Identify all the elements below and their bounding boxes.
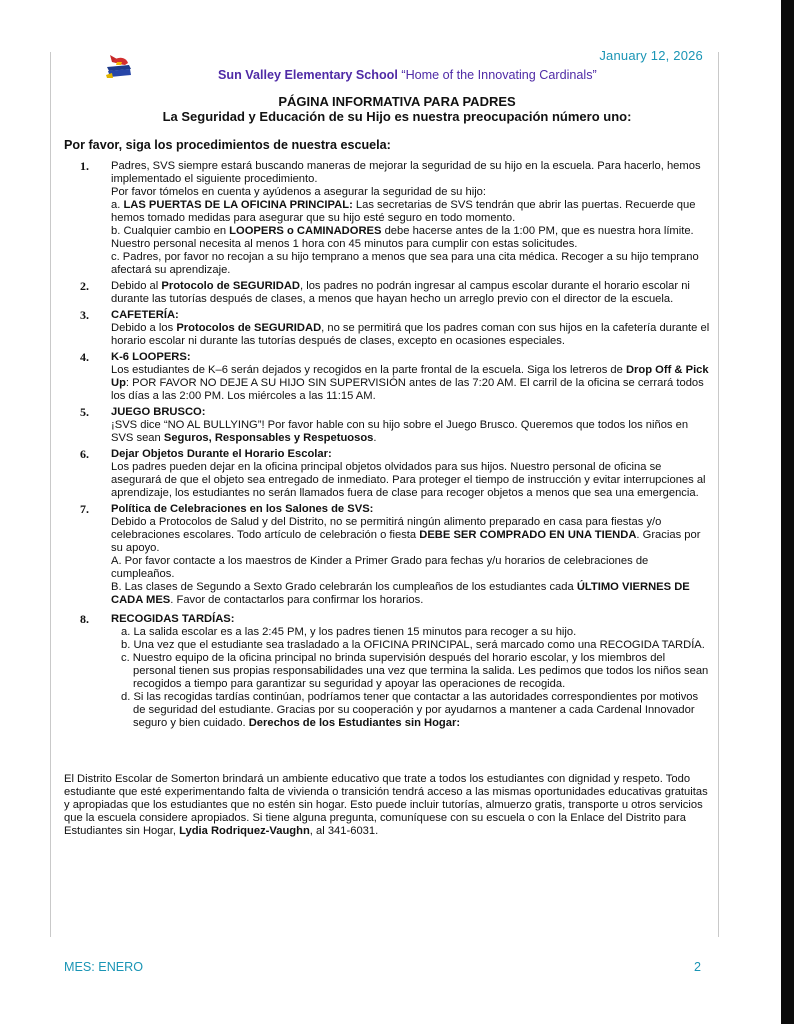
list-item [64, 280, 710, 306]
item-heading: Dejar Objetos Durante el Horario Escolar: [111, 448, 332, 460]
item-text: Debido al Protocolo de SEGURIDAD, los padres no podrán ingresar al campus escolar durante el horario escolar ni durante las tutorías después de clases, a menos que hayan hecho un arreglo previo con el director de la escuela. [111, 280, 690, 305]
item-heading: CAFETERÍA: [111, 309, 179, 321]
item-heading: Política de Celebraciones en los Salones de SVS: [111, 503, 374, 515]
left-margin-line [50, 52, 51, 937]
item-subpoint: b. Una vez que el estudiante sea trasladado a la OFICINA PRINCIPAL, será marcado como una RECOGIDA TARDÍA. [121, 639, 705, 651]
item-heading: K-6 LOOPERS: [111, 351, 191, 363]
item-subpoint: A. Por favor contacte a los maestros de Kinder a Primer Grado para fechas y/u horarios de celebraciones de cumpleaños. [111, 555, 649, 580]
item-number: 2. [80, 279, 89, 293]
page-subtitle: La Seguridad y Educación de su Hijo es nuestra preocupación número uno: [162, 109, 632, 124]
item-text: Los padres pueden dejar en la oficina principal objetos olvidados para sus hijos. Nuestro personal de oficina se asegurará de que el objeto sea entregado de inmediato. Para proteger el tiempo de instrucción y evitar interrupciones al aprendizaje, los estudiantes no serán llamados fuera de clase para recoger objetos a menos que sea una emergencia. [111, 461, 706, 499]
list-item [64, 613, 710, 730]
item-text: Los estudiantes de K–6 serán dejados y recogidos en la parte frontal de la escuela. Siga los letreros de Drop Off & Pick Up: POR FAVOR NO DEJE A SU HIJO SIN SUPERVISIÓN antes de las 7:20 AM. El carril de la oficina se cerrará todos los días a las 2:00 PM. Los miércoles a las 11:15 AM. [111, 364, 709, 402]
school-name: Sun Valley Elementary School [218, 68, 398, 82]
homeless-rights-paragraph [64, 773, 710, 838]
item-number: 3. [80, 308, 89, 322]
item-text: ¡SVS dice “NO AL BULLYING”! Por favor hable con su hijo sobre el Juego Brusco. Queremos que todos los niños en SVS sean Seguros, Responsables y Respetuosos. [111, 419, 689, 444]
list-item [64, 351, 710, 403]
intro-heading: Por favor, siga los procedimientos de nuestra escuela: [64, 138, 391, 152]
item-number: 1. [80, 159, 89, 173]
item-subpoint: a. La salida escolar es a las 2:45 PM, y los padres tienen 15 minutos para recoger a su hijo. [121, 626, 577, 638]
closing-text: El Distrito Escolar de Somerton brindará un ambiente educativo que trate a todos los estudiantes con dignidad y respeto. Todo estudiante que esté experimentando falta de vivienda o transición tendrá acceso a las mismas oportunidades educativas gratuitas y apropiadas que los estudiantes que no estén sin hogar. Esto puede incluir tutorías, almuerzo gratis, transporte u otros servicios que la escuela considere apropiados. Si tiene alguna pregunta, comuníquese con su escuela o con la Enlace del Distrito para Estudiantes sin Hogar, Lydia Rodriquez-Vaughn, al 341-6031. [64, 773, 708, 837]
list-item [64, 503, 710, 607]
item-subpoint: B. Las clases de Segundo a Sexto Grado celebrarán los cumpleaños de los estudiantes cada ÚLTIMO VIERNES DE CADA MES. Favor de contactarlos para confirmar los horarios. [111, 581, 690, 606]
item-text: Padres, SVS siempre estará buscando maneras de mejorar la seguridad de su hijo en la escuela. Para hacerlo, hemos implementado el siguiente procedimiento. [111, 160, 701, 185]
right-margin-line [718, 52, 719, 937]
item-subpoint: a. LAS PUERTAS DE LA OFICINA PRINCIPAL: Las secretarias de SVS tendrán que abrir las puertas. Recuerde que hemos tomado medidas para asegurar que su hijo esté seguro en todo momento. [111, 199, 696, 224]
school-heading [218, 68, 597, 82]
item-number: 6. [80, 447, 89, 461]
list-item [64, 160, 710, 277]
item-number: 5. [80, 405, 89, 419]
item-text: Debido a Protocolos de Salud y del Distrito, no se permitirá ningún alimento preparado en casa para fiestas y/o celebraciones escolares. Todo artículo de celebración o fiesta DEBE SER COMPRADO EN UNA TIENDA. Gracias por su apoyo. [111, 516, 701, 554]
school-motto: “Home of the Innovating Cardinals” [401, 68, 597, 82]
item-subpoint: d. Si las recogidas tardías continúan, podríamos tener que contactar a las autoridades correspondientes por motivos de seguridad del estudiante. Gracias por su cooperación y por ayudarnos a mantener a cada Cardenal Innovador seguro y bien cuidado. Derechos de los Estudiantes sin Hogar: [121, 691, 699, 729]
document-date: January 12, 2026 [599, 48, 703, 63]
footer-month: MES: ENERO [64, 960, 144, 974]
item-text: Por favor tómelos en cuenta y ayúdenos a asegurar la seguridad de su hijo: [111, 186, 487, 198]
page-number: 2 [694, 960, 702, 974]
list-item [64, 406, 710, 445]
item-subpoint: c. Padres, por favor no recojan a su hijo temprano a menos que sea para una cita médica. Recoger a su hijo temprano afectará su aprendizaje. [111, 251, 699, 276]
list-item [64, 309, 710, 348]
item-number: 4. [80, 350, 89, 364]
sub-list [121, 626, 710, 730]
item-text: Debido a los Protocolos de SEGURIDAD, no se permitirá que los padres coman con sus hijos en la cafetería durante el horario escolar ni durante las tutorías después de clases, excepto en ocasiones especiales. [111, 322, 710, 347]
item-number: 8. [80, 612, 89, 626]
item-subpoint: b. Cualquier cambio en LOOPERS o CAMINADORES debe hacerse antes de la 1:00 PM, que es nuestra hora límite. Nuestro personal necesita al menos 1 hora con 45 minutos para cumplir con estas solicitudes. [111, 225, 694, 250]
page-title: PÁGINA INFORMATIVA PARA PADRES [278, 94, 516, 109]
page-edge-shadow [781, 0, 794, 1024]
item-number: 7. [80, 502, 89, 516]
procedures-list [64, 160, 710, 733]
item-heading: JUEGO BRUSCO: [111, 406, 206, 418]
list-item [64, 448, 710, 500]
item-heading: RECOGIDAS TARDÍAS: [111, 613, 235, 625]
cardinal-mascot-icon [104, 53, 134, 79]
item-subpoint: c. Nuestro equipo de la oficina principal no brinda supervisión después del horario escolar, y los miembros del personal tienen sus propias responsabilidades una vez que termina la salida. Les pedimos que todos los niños sean recogidos a tiempo para garantizar su seguridad y apoyar las operaciones de recogida. [121, 652, 709, 690]
